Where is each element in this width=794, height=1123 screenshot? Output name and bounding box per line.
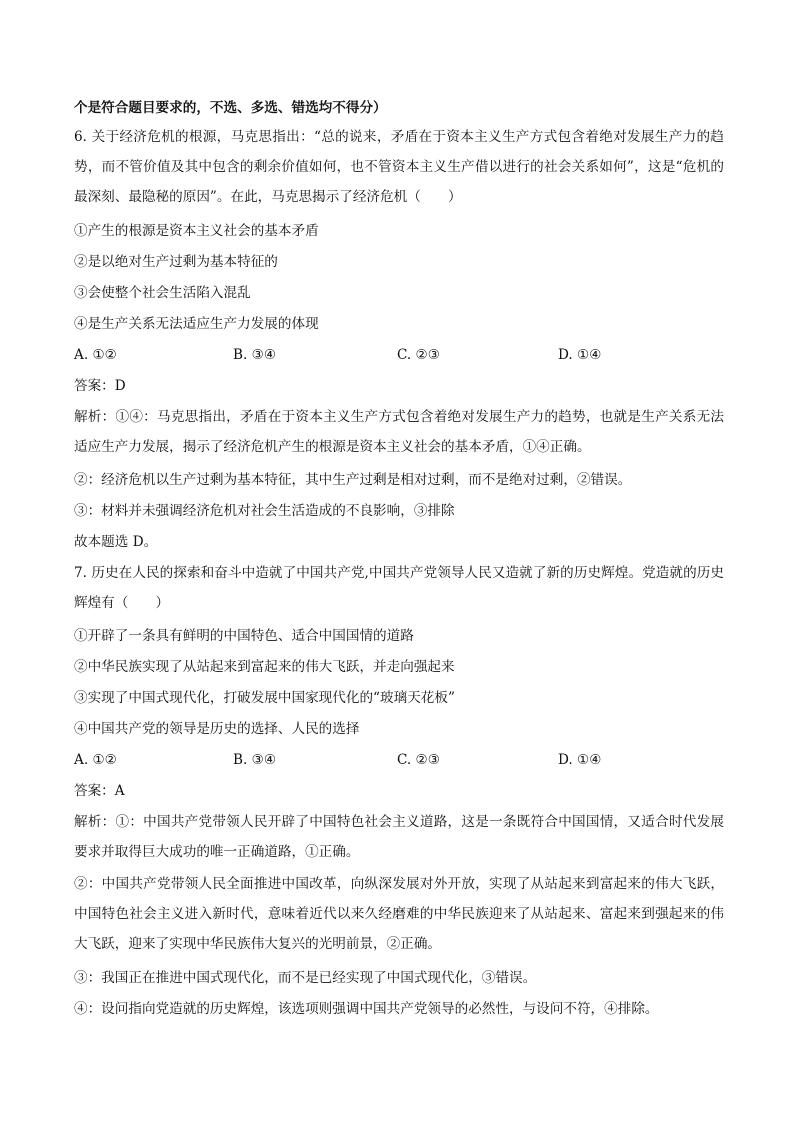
q7-option-a: A. ①②	[74, 752, 117, 768]
question-6-stem: 6. 关于经济危机的根源，马克思指出：“总的说来，矛盾在于资本主义生产方式包含着绝对发展生产力的趋势，而不管价值及其中包含的剩余价值如何，也不管资本主义生产借以进行的社会关系如何”，这是“危机的最深刻、最隐秘的原因”。在此，马克思揭示了经济危机（ ）	[74, 129, 724, 205]
q7-item-3: ③实现了中国式现代化，打破发展中国家现代化的“玻璃天花板”	[74, 690, 455, 706]
q7-item-2: ②中华民族实现了从站起来到富起来的伟大飞跃，并走向强起来	[74, 659, 455, 675]
q7-item-4: ④中国共产党的领导是历史的选择、人民的选择	[74, 721, 360, 737]
q6-option-c: C. ②③	[397, 347, 440, 363]
section-instruction: 个是符合题目要求的，不选、多选、错选均不得分）	[74, 100, 387, 116]
q6-analysis-1: 解析：①④：马克思指出，矛盾在于资本主义生产方式包含着绝对发展生产力的趋势，也就是生产关系无法适应生产力发展，揭示了经济危机产生的根源是资本主义社会的基本矛盾，①④正确。	[74, 409, 724, 455]
q6-analysis-2: ②：经济危机以生产过剩为基本特征，其中生产过剩是相对过剩，而不是绝对过剩，②错误。	[74, 472, 632, 488]
q7-option-d: D. ①④	[558, 752, 602, 768]
q6-conclusion: 故本题选 D。	[74, 534, 158, 550]
q7-analysis-1: 解析：①：中国共产党带领人民开辟了中国特色社会主义道路，这是一条既符合中国国情，又适合时代发展要求并取得巨大成功的唯一正确道路，①正确。	[74, 814, 724, 860]
q6-item-1: ①产生的根源是资本主义社会的基本矛盾	[74, 223, 319, 239]
q6-item-4: ④是生产关系无法适应生产力发展的体现	[74, 316, 319, 332]
q7-item-1: ①开辟了一条具有鲜明的中国特色、适合中国国情的道路	[74, 628, 414, 644]
q7-answer: 答案：A	[74, 783, 125, 799]
q6-item-2: ②是以绝对生产过剩为基本特征的	[74, 254, 278, 270]
q7-analysis-3: ③：我国正在推进中国式现代化，而不是已经实现了中国式现代化，③错误。	[74, 970, 537, 986]
question-7-stem: 7. 历史在人民的探索和奋斗中造就了中国共产党,中国共产党领导人民又造就了新的历史辉煌。党造就的历史辉煌有（ ）	[74, 565, 724, 611]
q7-analysis-4: ④：设问指向党造就的历史辉煌，该选项则强调中国共产党领导的必然性，与设问不符，④排除。	[74, 1001, 659, 1017]
q6-item-3: ③会使整个社会生活陷入混乱	[74, 285, 251, 301]
q7-option-b: B. ③④	[233, 752, 277, 768]
q6-option-b: B. ③④	[233, 347, 277, 363]
q6-option-d: D. ①④	[558, 347, 602, 363]
q6-option-a: A. ①②	[74, 347, 117, 363]
q7-option-c: C. ②③	[397, 752, 440, 768]
q6-answer: 答案：D	[74, 378, 126, 394]
q7-analysis-2: ②：中国共产党带领人民全面推进中国改革，向纵深发展对外开放，实现了从站起来到富起来的伟大飞跃，中国特色社会主义进入新时代，意味着近代以来久经磨难的中华民族迎来了从站起来、富起来到强起来的伟大飞跃，迎来了实现中华民族伟大复兴的光明前景，②正确。	[74, 876, 724, 952]
q6-analysis-3: ③：材料并未强调经济危机对社会生活造成的不良影响，③排除	[74, 503, 455, 519]
